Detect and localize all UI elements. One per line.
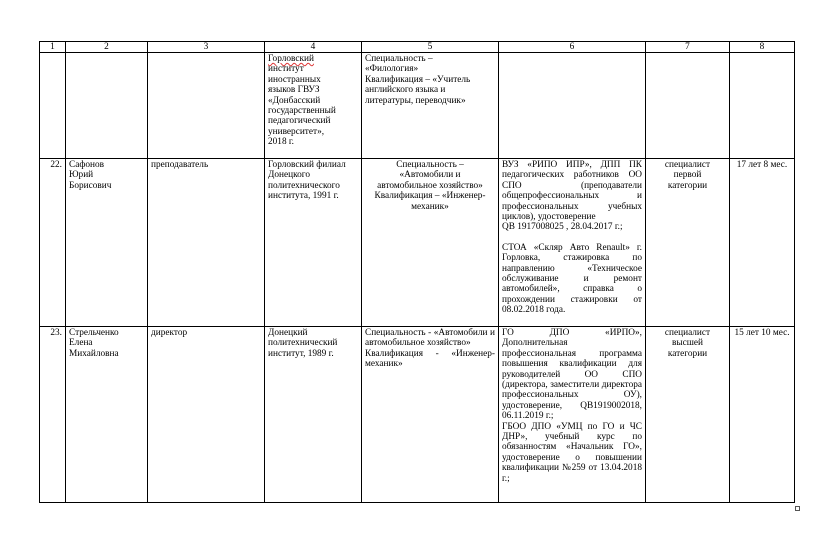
- training-paragraph: СТОА «Скляр Авто Renault» г. Горловка, стажировка по направлению «Техническое обслуживание и ремонт автомобилей», справка о прохождении стажировки от 08.02.2018 года.: [502, 242, 642, 316]
- experience-cell: 15 лет 10 мес.: [730, 327, 795, 503]
- table-row: [40, 53, 795, 159]
- experience-cell: [730, 53, 795, 159]
- category-cell: [646, 159, 730, 327]
- specialty-cell: [362, 53, 499, 159]
- education-cell: [265, 159, 362, 327]
- category-cell: [646, 53, 730, 159]
- specialty-line: английского языка и: [365, 85, 446, 96]
- category-line: первой: [673, 170, 702, 181]
- specialty-line: Квалификация – «Учитель: [365, 74, 471, 85]
- column-header: 6: [499, 42, 646, 53]
- education-line: государственный: [268, 106, 336, 117]
- name-cell: [66, 159, 148, 327]
- table-resize-handle[interactable]: [795, 506, 800, 511]
- education-line: 2018 г.: [268, 137, 295, 148]
- row-number-cell: 22.: [40, 159, 66, 327]
- education-line: Донецкий: [268, 328, 308, 338]
- position-cell: [148, 53, 265, 159]
- education-line: политехнического: [268, 180, 340, 191]
- specialty-line: механик»: [411, 201, 449, 212]
- education-line: института, 1991 г.: [268, 191, 339, 202]
- education-line: политехнический: [268, 338, 338, 349]
- column-header: 2: [66, 42, 148, 53]
- row-number-cell: [40, 53, 66, 159]
- specialty-line: литературы, переводчик»: [365, 95, 466, 106]
- name-cell: [66, 327, 148, 503]
- education-line: университет»,: [268, 126, 325, 137]
- education-line: Горловский филиал: [268, 160, 346, 170]
- position-cell: директор: [148, 327, 265, 503]
- paragraph-gap: [502, 233, 642, 243]
- training-paragraph: ВУЗ «РИПО ИПР», ДПП ПК педагогических работников ОО СПО (преподаватели общепрофессиональных и профессиональных учебных циклов), удостоверение: [502, 160, 642, 223]
- specialty-line: Специальность - «Автомобили и автомобильное хозяйство»: [365, 328, 495, 349]
- specialty-line: Квалификация – «Инженер-: [374, 191, 486, 202]
- column-header: 1: [40, 42, 66, 53]
- specialty-line: «Филология»: [365, 64, 419, 75]
- category-line: специалист: [664, 160, 711, 170]
- category-line: категории: [667, 180, 708, 191]
- education-cell: [265, 327, 362, 503]
- certificate-number: QB 1917008025 , 28.04.2017 г.;: [502, 222, 623, 233]
- table-row: [40, 327, 795, 503]
- training-cell: [499, 159, 646, 327]
- education-line: институт, 1989 г.: [268, 348, 334, 359]
- specialty-line: «Автомобили и: [399, 170, 461, 181]
- staff-qualification-table: [39, 41, 795, 503]
- surname: Сафонов: [69, 160, 105, 170]
- table-row: [40, 159, 795, 327]
- training-cell: [499, 53, 646, 159]
- training-cell: [499, 327, 646, 503]
- column-header: 8: [730, 42, 795, 53]
- specialty-cell: [362, 159, 499, 327]
- specialty-line: автомобильное хозяйство»: [377, 180, 483, 191]
- education-line: иностранных: [268, 74, 321, 85]
- training-paragraph: ГБОО ДПО «УМЦ по ГО и ЧС ДНР», учебный курс по обязанностям «Начальник ГО», удостоверение о повышении квалификации №259 от 13.04.2018 г.;: [502, 421, 642, 484]
- education-line: Донецкого: [268, 170, 310, 181]
- education-line: Горловский: [268, 54, 314, 64]
- specialty-cell: [362, 327, 499, 503]
- row-number-cell: 23.: [40, 327, 66, 503]
- document-page: [39, 41, 795, 503]
- category-line: категории: [667, 348, 708, 359]
- education-line: языков ГВУЗ: [268, 85, 320, 96]
- education-line: институт: [268, 64, 304, 75]
- patronymic: Борисович: [69, 180, 112, 191]
- first-name: Юрий: [69, 170, 94, 181]
- category-line: специалист: [664, 328, 711, 338]
- column-number-row: [40, 42, 795, 53]
- column-header: 4: [265, 42, 362, 53]
- column-header: 3: [148, 42, 265, 53]
- category-line: высшей: [671, 338, 704, 349]
- experience-cell: 17 лет 8 мес.: [730, 159, 795, 327]
- education-cell: [265, 53, 362, 159]
- name-cell: [66, 53, 148, 159]
- education-line: педагогический: [268, 116, 331, 127]
- education-line: «Донбасский: [268, 95, 321, 106]
- position-cell: преподаватель: [148, 159, 265, 327]
- specialty-line: Специальность –: [396, 160, 464, 170]
- first-name: Елена: [69, 338, 93, 349]
- column-header: 5: [362, 42, 499, 53]
- category-cell: [646, 327, 730, 503]
- patronymic: Михайловна: [69, 348, 119, 359]
- surname: Стрельченко: [69, 328, 119, 338]
- specialty-line: Квалификация - «Инженер-механик»: [365, 348, 495, 370]
- specialty-line: Специальность –: [365, 54, 433, 64]
- training-paragraph: ГО ДПО «ИРПО», Дополнительная профессиональная программа повышения квалификации для руководителей ОО СПО (директора, заместители директора профессиональных ОУ), удостоверение, QB1919002018, 06.11.2019 г.;: [502, 328, 642, 422]
- column-header: 7: [646, 42, 730, 53]
